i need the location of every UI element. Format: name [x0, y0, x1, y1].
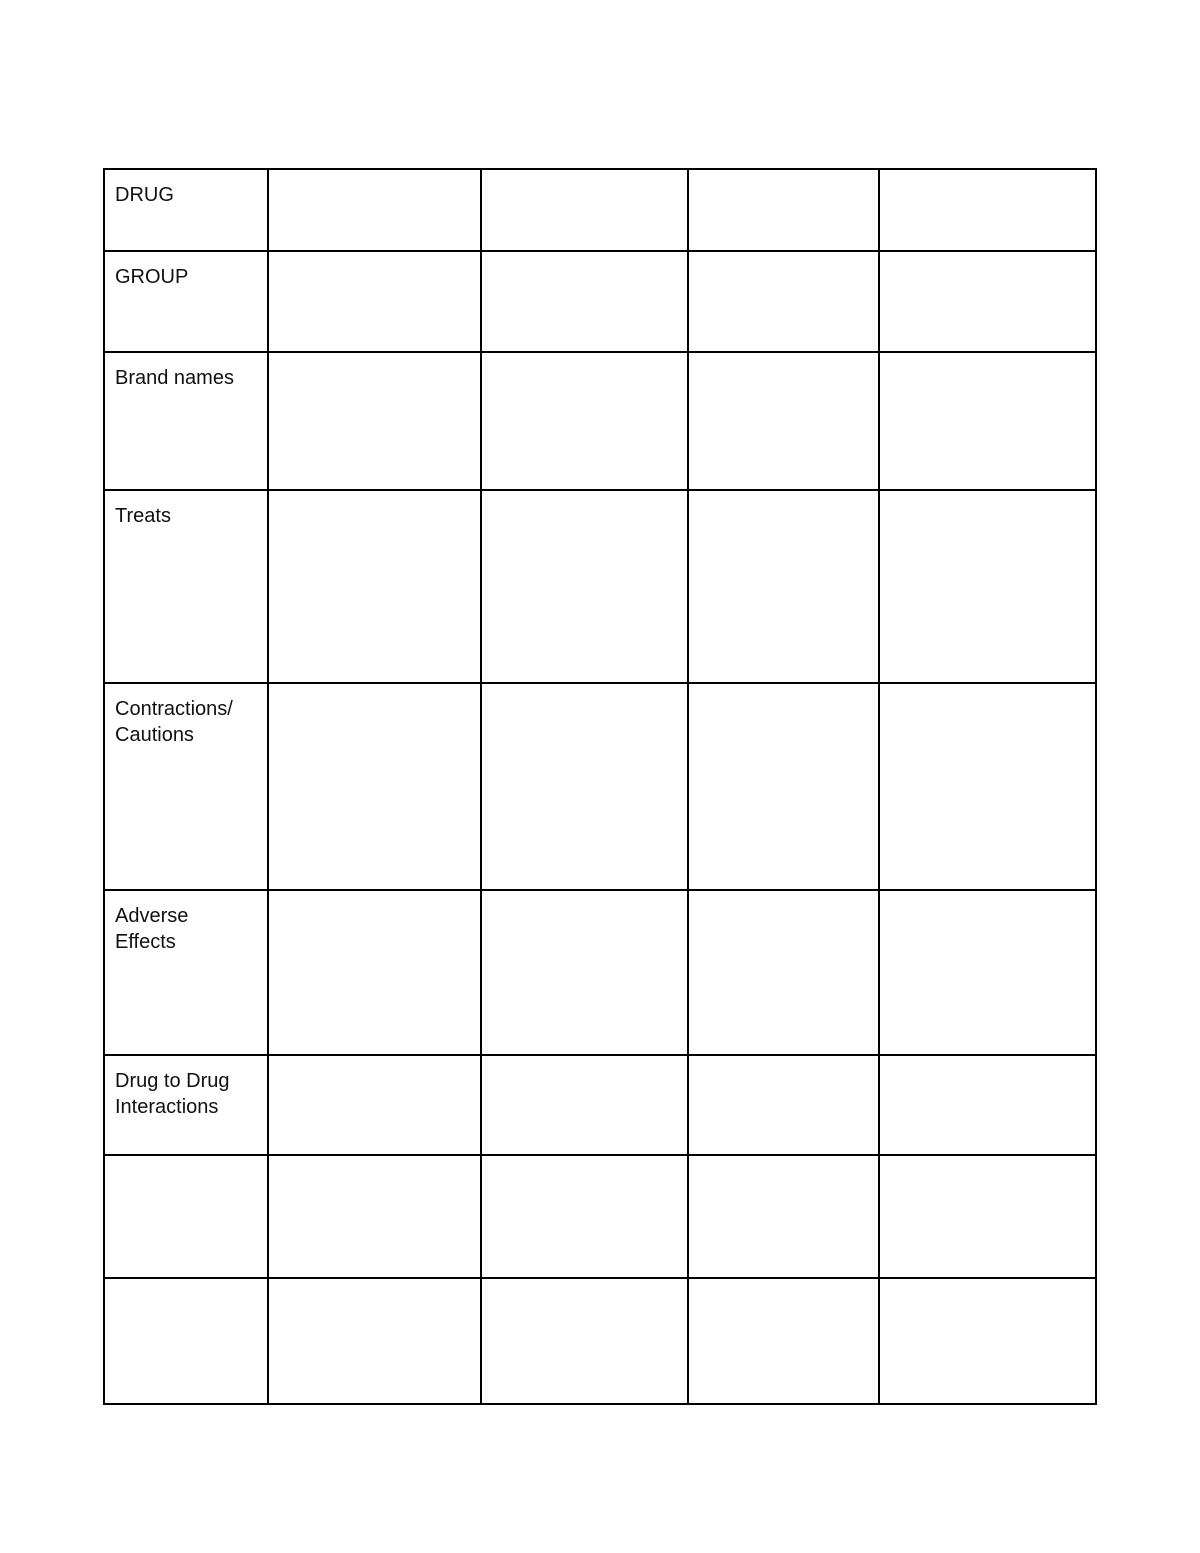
blank-cell[interactable] — [481, 169, 688, 251]
blank-cell[interactable] — [688, 169, 879, 251]
blank-cell[interactable] — [879, 352, 1096, 490]
row-label-cell — [104, 890, 268, 1055]
blank-cell[interactable] — [268, 890, 481, 1055]
blank-cell[interactable] — [879, 683, 1096, 890]
row-label-drug: DRUG — [115, 184, 174, 206]
blank-cell[interactable] — [481, 251, 688, 352]
row-label-contractions-cautions: Contractions/ Cautions — [115, 698, 233, 746]
blank-cell[interactable] — [879, 1155, 1096, 1278]
row-label-cell — [104, 169, 268, 251]
table-row-blank-1 — [104, 1155, 1096, 1278]
blank-cell[interactable] — [879, 1055, 1096, 1155]
row-label-cell — [104, 1155, 268, 1278]
row-label-brand-names: Brand names — [115, 367, 234, 389]
blank-cell[interactable] — [688, 1055, 879, 1155]
blank-cell[interactable] — [268, 169, 481, 251]
row-label-cell — [104, 352, 268, 490]
table-row-drug-interactions — [104, 1055, 1096, 1155]
blank-cell[interactable] — [688, 251, 879, 352]
blank-cell[interactable] — [268, 1055, 481, 1155]
blank-cell[interactable] — [688, 352, 879, 490]
row-label-group: GROUP — [115, 266, 189, 288]
blank-cell[interactable] — [879, 169, 1096, 251]
row-label-cell — [104, 251, 268, 352]
blank-cell[interactable] — [879, 490, 1096, 683]
row-label-cell — [104, 683, 268, 890]
blank-cell[interactable] — [481, 683, 688, 890]
blank-cell[interactable] — [268, 1278, 481, 1404]
row-label-cell — [104, 1278, 268, 1404]
row-label-cell — [104, 1055, 268, 1155]
blank-cell[interactable] — [481, 1155, 688, 1278]
blank-cell[interactable] — [481, 890, 688, 1055]
drug-comparison-table — [103, 168, 1097, 1405]
table-row-brand-names — [104, 352, 1096, 490]
table-row-group — [104, 251, 1096, 352]
blank-cell[interactable] — [268, 352, 481, 490]
blank-cell[interactable] — [481, 1278, 688, 1404]
table-row-treats — [104, 490, 1096, 683]
row-label-drug-interactions: Drug to Drug Interactions — [115, 1070, 230, 1118]
blank-cell[interactable] — [879, 1278, 1096, 1404]
blank-cell[interactable] — [481, 490, 688, 683]
table-row-adverse-effects — [104, 890, 1096, 1055]
blank-cell[interactable] — [481, 1055, 688, 1155]
blank-cell[interactable] — [879, 251, 1096, 352]
blank-cell[interactable] — [268, 251, 481, 352]
blank-cell[interactable] — [268, 1155, 481, 1278]
table-row-drug — [104, 169, 1096, 251]
row-label-adverse-effects: Adverse Effects — [115, 905, 189, 953]
blank-cell[interactable] — [688, 490, 879, 683]
blank-cell[interactable] — [688, 890, 879, 1055]
blank-cell[interactable] — [879, 890, 1096, 1055]
row-label-treats: Treats — [115, 505, 171, 527]
blank-cell[interactable] — [481, 352, 688, 490]
table-row-contractions-cautions — [104, 683, 1096, 890]
blank-cell[interactable] — [688, 1155, 879, 1278]
blank-cell[interactable] — [268, 683, 481, 890]
blank-cell[interactable] — [688, 683, 879, 890]
blank-cell[interactable] — [268, 490, 481, 683]
blank-cell[interactable] — [688, 1278, 879, 1404]
row-label-cell — [104, 490, 268, 683]
table-row-blank-2 — [104, 1278, 1096, 1404]
